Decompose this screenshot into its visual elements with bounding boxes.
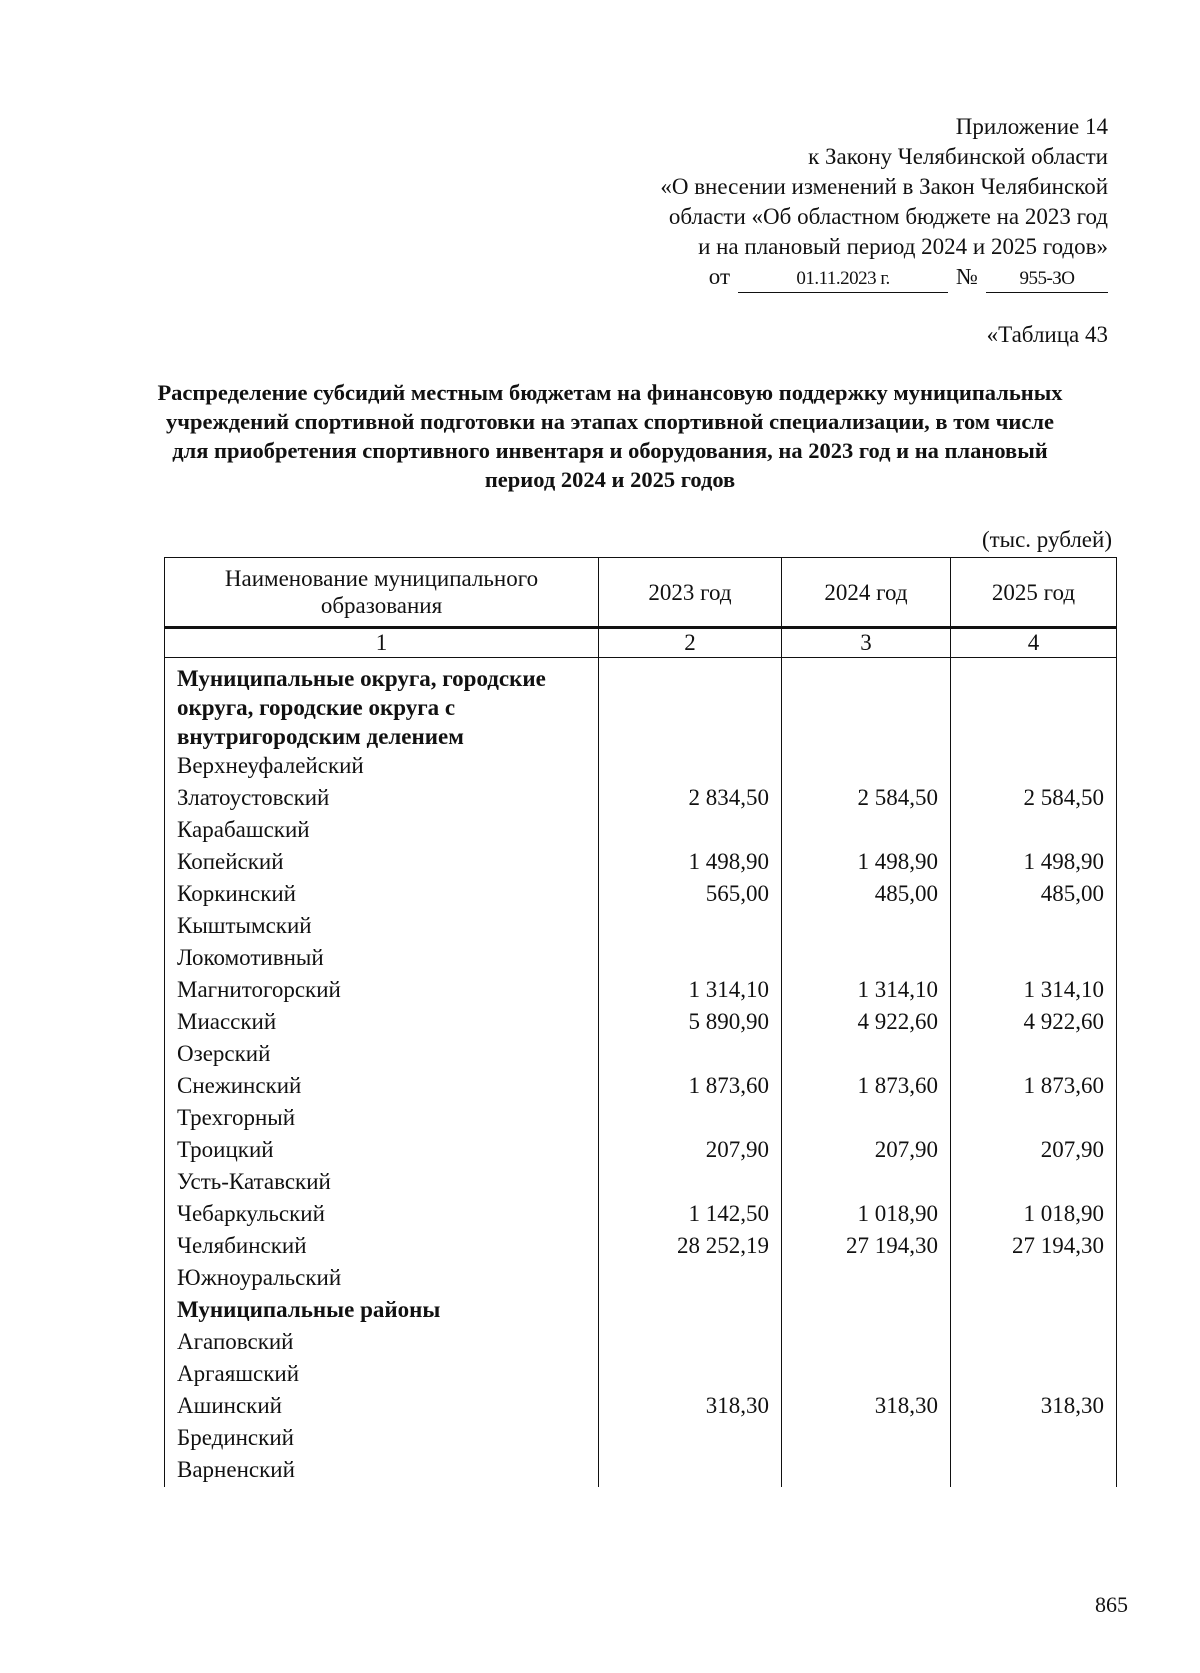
value-2025-cell [951,1359,1117,1391]
value-2024-cell: 318,30 [782,1391,951,1423]
value-2023-cell [599,911,782,943]
table-row [165,1231,1117,1263]
value-2024-cell: 207,90 [782,1135,951,1167]
municipality-name-cell: Копейский [165,847,599,879]
municipality-name-cell: Златоустовский [165,783,599,815]
value-2024-cell [782,943,951,975]
value-2023-cell [599,1455,782,1487]
value-2024-cell: 1 498,90 [782,847,951,879]
table-row [165,751,1117,783]
value-2023-cell [599,658,782,752]
value-2025-cell [951,1455,1117,1487]
municipality-name-cell: Усть-Катавский [165,1167,599,1199]
municipality-name-cell: Ашинский [165,1391,599,1423]
appendix-line-3: «О внесении изменений в Закон Челябинской [660,174,1108,199]
page-number: 865 [1095,1592,1128,1617]
value-2025-cell [951,1423,1117,1455]
value-2025-cell [951,658,1117,752]
value-2025-cell [951,1167,1117,1199]
value-2023-cell [599,1295,782,1327]
municipality-name-cell: Челябинский [165,1231,599,1263]
header-2025: 2025 год [951,558,1117,628]
from-label: от [708,264,731,289]
municipality-name-cell: Верхнеуфалейский [165,751,599,783]
municipality-name-cell: Коркинский [165,879,599,911]
value-2023-cell [599,1103,782,1135]
table-row [165,1167,1117,1199]
table-row [165,783,1117,815]
table-row [165,1455,1117,1487]
law-date-number [548,262,1108,293]
table-group-row [165,1295,1117,1327]
value-2023-cell [599,1423,782,1455]
value-2024-cell: 27 194,30 [782,1231,951,1263]
table-row [165,1391,1117,1423]
value-2024-cell: 1 314,10 [782,975,951,1007]
municipality-name-cell: Локомотивный [165,943,599,975]
value-2025-cell [951,1263,1117,1295]
value-2025-cell [951,1039,1117,1071]
municipality-name-cell: Миасский [165,1007,599,1039]
municipality-name-cell: Снежинский [165,1071,599,1103]
municipality-name-cell: Агаповский [165,1327,599,1359]
law-date: 01.11.2023 г. [738,266,948,293]
value-2025-cell: 27 194,30 [951,1231,1117,1263]
header-2023: 2023 год [599,558,782,628]
table-row [165,1039,1117,1071]
value-2023-cell [599,1263,782,1295]
table-row [165,1007,1117,1039]
value-2024-cell: 4 922,60 [782,1007,951,1039]
municipality-name-cell: Варненский [165,1455,599,1487]
value-2023-cell: 5 890,90 [599,1007,782,1039]
table-row [165,1327,1117,1359]
appendix-line-4: области «Об областном бюджете на 2023 год [668,204,1108,229]
municipality-name-cell: Троицкий [165,1135,599,1167]
value-2023-cell [599,1359,782,1391]
value-2025-cell [951,1295,1117,1327]
table-row [165,943,1117,975]
value-2024-cell [782,1295,951,1327]
value-2023-cell: 1 498,90 [599,847,782,879]
number-label: № [956,264,978,289]
table-row [165,1359,1117,1391]
value-2023-cell: 207,90 [599,1135,782,1167]
value-2023-cell: 1 873,60 [599,1071,782,1103]
value-2025-cell [951,815,1117,847]
appendix-line-2: к Закону Челябинской области [808,144,1108,169]
value-2024-cell [782,911,951,943]
appendix-line-5: и на плановый период 2024 и 2025 годов» [698,234,1108,259]
value-2025-cell: 207,90 [951,1135,1117,1167]
value-2025-cell [951,751,1117,783]
table-body [165,658,1117,1488]
value-2024-cell [782,815,951,847]
value-2023-cell: 1 142,50 [599,1199,782,1231]
municipality-name-cell: Озерский [165,1039,599,1071]
table-row [165,815,1117,847]
table-row [165,847,1117,879]
value-2025-cell [951,1327,1117,1359]
value-2025-cell: 2 584,50 [951,783,1117,815]
table-group-row [165,658,1117,752]
value-2024-cell: 1 018,90 [782,1199,951,1231]
table-row [165,975,1117,1007]
value-2023-cell: 2 834,50 [599,783,782,815]
municipality-name-cell: Карабашский [165,815,599,847]
value-2025-cell: 4 922,60 [951,1007,1117,1039]
value-2025-cell: 485,00 [951,879,1117,911]
column-number: 1 [165,628,599,658]
table-row [165,1263,1117,1295]
subsidy-table [164,557,1117,1487]
column-number-row [165,628,1117,658]
value-2024-cell [782,1167,951,1199]
value-2024-cell [782,1039,951,1071]
header-2024: 2024 год [782,558,951,628]
value-2023-cell [599,1327,782,1359]
value-2024-cell [782,751,951,783]
table-header-row [165,558,1117,628]
appendix-line-1: Приложение 14 [955,114,1108,139]
value-2023-cell [599,1167,782,1199]
value-2024-cell [782,1359,951,1391]
value-2024-cell [782,1103,951,1135]
value-2025-cell [951,943,1117,975]
municipality-name-cell: Муниципальные округа, городские округа, городские округа с внутригородским делением [165,658,599,752]
value-2024-cell [782,1327,951,1359]
value-2023-cell: 318,30 [599,1391,782,1423]
value-2024-cell: 485,00 [782,879,951,911]
municipality-name-cell: Магнитогорский [165,975,599,1007]
table-row [165,1071,1117,1103]
value-2023-cell: 565,00 [599,879,782,911]
municipality-name-cell: Аргаяшский [165,1359,599,1391]
table-row [165,1423,1117,1455]
units-label: (тыс. рублей) [981,527,1112,552]
law-number: 955-ЗО [986,266,1108,293]
value-2024-cell [782,1455,951,1487]
document-title: Распределение субсидий местным бюджетам на финансовую поддержку муниципальных учреждений спортивной подготовки на этапах спортивной специализации, в том числе для приобретения спортивного инвентаря и оборудования, на 2023 год и на плановый период 2024 и 2025 годов [157,380,1063,492]
value-2025-cell: 1 314,10 [951,975,1117,1007]
value-2024-cell: 2 584,50 [782,783,951,815]
table-row [165,911,1117,943]
value-2025-cell: 1 498,90 [951,847,1117,879]
value-2024-cell [782,658,951,752]
municipality-name-cell: Трехгорный [165,1103,599,1135]
value-2023-cell: 28 252,19 [599,1231,782,1263]
appendix-header [548,112,1108,293]
value-2024-cell [782,1263,951,1295]
municipality-name-cell: Южноуральский [165,1263,599,1295]
municipality-name-cell: Чебаркульский [165,1199,599,1231]
municipality-name-cell: Брединский [165,1423,599,1455]
municipality-name-cell: Муниципальные районы [165,1295,599,1327]
municipality-name-cell: Кыштымский [165,911,599,943]
table-row [165,879,1117,911]
table-row [165,1103,1117,1135]
value-2025-cell: 1 873,60 [951,1071,1117,1103]
value-2023-cell: 1 314,10 [599,975,782,1007]
value-2024-cell [782,1423,951,1455]
table-row [165,1199,1117,1231]
value-2024-cell: 1 873,60 [782,1071,951,1103]
column-number: 2 [599,628,782,658]
column-number: 3 [782,628,951,658]
column-number: 4 [951,628,1117,658]
value-2025-cell [951,911,1117,943]
header-municipality: Наименование муниципального образования [165,558,599,628]
value-2023-cell [599,815,782,847]
value-2025-cell: 1 018,90 [951,1199,1117,1231]
value-2023-cell [599,751,782,783]
table-row [165,1135,1117,1167]
value-2025-cell [951,1103,1117,1135]
table-label: «Таблица 43 [986,322,1108,347]
value-2023-cell [599,1039,782,1071]
value-2025-cell: 318,30 [951,1391,1117,1423]
value-2023-cell [599,943,782,975]
